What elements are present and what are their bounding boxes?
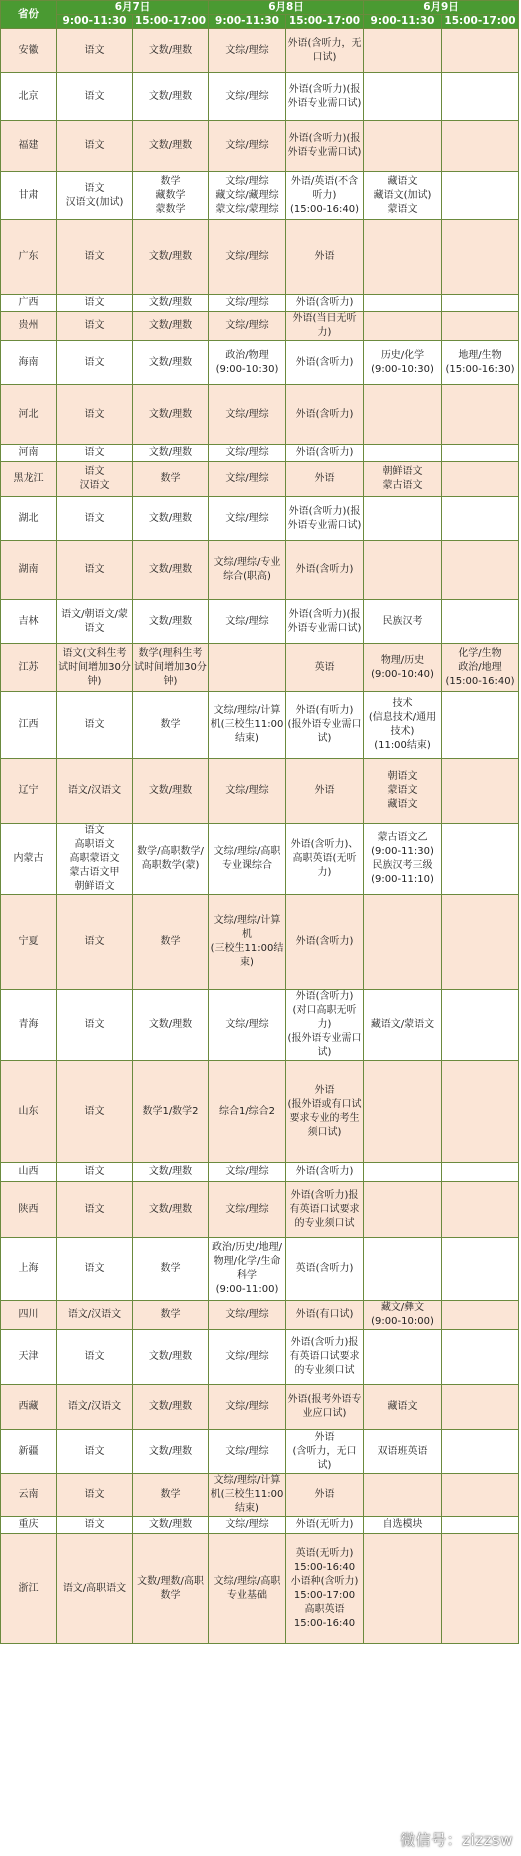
subject-cell: 外语 — [286, 1474, 364, 1517]
subject-cell: 语文 — [57, 1061, 133, 1163]
subject-cell — [364, 1474, 442, 1517]
subject-cell — [209, 644, 286, 692]
subject-cell — [364, 541, 442, 600]
subject-cell: 朝鲜语文 蒙古语文 — [364, 462, 442, 497]
province-cell: 辽宁 — [1, 759, 57, 824]
subject-cell: 数学 — [133, 1301, 209, 1330]
subject-cell: 语文 — [57, 73, 133, 121]
subject-cell: 文数/理数/高职数学 — [133, 1534, 209, 1644]
province-cell: 江苏 — [1, 644, 57, 692]
header-row-slots — [1, 15, 519, 29]
subject-cell — [364, 1182, 442, 1238]
subject-cell: 语文 — [57, 29, 133, 73]
table-row — [1, 1163, 519, 1182]
subject-cell: 历史/化学 (9:00-10:30) — [364, 341, 442, 385]
subject-cell: 外语(含听力) — [286, 1163, 364, 1182]
header-day: 6月8日 — [209, 1, 364, 15]
table-row — [1, 312, 519, 341]
subject-cell: 文综/理综 — [209, 220, 286, 295]
subject-cell: 文数/理数 — [133, 121, 209, 172]
subject-cell — [364, 1163, 442, 1182]
subject-cell: 地理/生物 (15:00-16:30) — [442, 341, 519, 385]
province-cell: 安徽 — [1, 29, 57, 73]
table-row — [1, 1534, 519, 1644]
province-cell: 贵州 — [1, 312, 57, 341]
province-cell: 吉林 — [1, 600, 57, 644]
subject-cell: 文综/理综 — [209, 121, 286, 172]
subject-cell: 文综/理综 — [209, 295, 286, 312]
province-cell: 江西 — [1, 692, 57, 759]
subject-cell — [364, 73, 442, 121]
subject-cell: 政治/历史/地理/物理/化学/生命科学 (9:00-11:00) — [209, 1238, 286, 1301]
subject-cell — [442, 600, 519, 644]
subject-cell: 语文 — [57, 121, 133, 172]
province-cell: 福建 — [1, 121, 57, 172]
table-row — [1, 1385, 519, 1430]
subject-cell — [442, 462, 519, 497]
subject-cell: 藏文/彝文 (9:00-10:00) — [364, 1301, 442, 1330]
subject-cell: 文数/理数 — [133, 385, 209, 445]
subject-cell — [442, 220, 519, 295]
subject-cell: 文综/理综 — [209, 1517, 286, 1534]
header-time-slot: 9:00-11:30 — [57, 15, 133, 29]
subject-cell: 外语(含听力)(报外语专业需口试) — [286, 497, 364, 541]
subject-cell — [442, 1182, 519, 1238]
subject-cell — [442, 172, 519, 220]
subject-cell: 数学1/数学2 — [133, 1061, 209, 1163]
subject-cell: 化学/生物 政治/地理 (15:00-16:40) — [442, 644, 519, 692]
table-row — [1, 1301, 519, 1330]
subject-cell — [364, 1061, 442, 1163]
subject-cell: 英语(含听力) — [286, 1238, 364, 1301]
province-cell: 河北 — [1, 385, 57, 445]
subject-cell: 语文 高职语文 高职蒙语文 蒙古语文甲 朝鲜语文 — [57, 824, 133, 895]
subject-cell — [442, 1430, 519, 1474]
subject-cell: 自选模块 — [364, 1517, 442, 1534]
subject-cell: 语文 — [57, 295, 133, 312]
subject-cell: 朝语文 蒙语文 藏语文 — [364, 759, 442, 824]
subject-cell — [364, 1534, 442, 1644]
subject-cell — [364, 295, 442, 312]
subject-cell: 语文 汉语文(加试) — [57, 172, 133, 220]
subject-cell: 文数/理数 — [133, 600, 209, 644]
watermark: 微信号：zizzsw — [400, 1831, 513, 1849]
province-cell: 甘肃 — [1, 172, 57, 220]
subject-cell: 文数/理数 — [133, 312, 209, 341]
subject-cell: 语文 — [57, 541, 133, 600]
subject-cell: 民族汉考 — [364, 600, 442, 644]
subject-cell: 文数/理数 — [133, 341, 209, 385]
table-row — [1, 220, 519, 295]
subject-cell: 文综/理综/高职专业课综合 — [209, 824, 286, 895]
header-province: 省份 — [1, 1, 57, 29]
table-row — [1, 1182, 519, 1238]
subject-cell — [442, 445, 519, 462]
subject-cell — [364, 312, 442, 341]
subject-cell: 语文/汉语文 — [57, 1301, 133, 1330]
subject-cell: 英语 — [286, 644, 364, 692]
header-day: 6月7日 — [57, 1, 209, 15]
subject-cell: 外语 (含听力，无口试) — [286, 1430, 364, 1474]
subject-cell: 语文 — [57, 1430, 133, 1474]
subject-cell: 文综/理综/高职专业基础 — [209, 1534, 286, 1644]
province-cell: 西藏 — [1, 1385, 57, 1430]
subject-cell: 藏语文 藏语文(加试) 蒙语文 — [364, 172, 442, 220]
subject-cell — [442, 759, 519, 824]
subject-cell — [442, 385, 519, 445]
province-cell: 青海 — [1, 990, 57, 1061]
province-cell: 重庆 — [1, 1517, 57, 1534]
subject-cell: 外语(含听力)、高职英语(无听力) — [286, 824, 364, 895]
subject-cell: 文综/理综 — [209, 29, 286, 73]
subject-cell: 文数/理数 — [133, 759, 209, 824]
subject-cell — [442, 990, 519, 1061]
subject-cell: 文数/理数 — [133, 1385, 209, 1430]
table-row — [1, 990, 519, 1061]
subject-cell: 文数/理数 — [133, 220, 209, 295]
subject-cell: 文综/理综 — [209, 385, 286, 445]
subject-cell: 文综/理综 — [209, 73, 286, 121]
subject-cell: 文数/理数 — [133, 1182, 209, 1238]
subject-cell: 外语(含听力) — [286, 895, 364, 990]
subject-cell: 语文/汉语文 — [57, 759, 133, 824]
subject-cell: 文综/理综 — [209, 445, 286, 462]
subject-cell: 数学 — [133, 1474, 209, 1517]
subject-cell: 语文 — [57, 692, 133, 759]
subject-cell: 数学(理科生考试时间增加30分钟) — [133, 644, 209, 692]
subject-cell — [442, 1534, 519, 1644]
table-row — [1, 600, 519, 644]
subject-cell — [442, 1517, 519, 1534]
province-cell: 云南 — [1, 1474, 57, 1517]
province-cell: 陕西 — [1, 1182, 57, 1238]
subject-cell — [442, 824, 519, 895]
subject-cell: 文数/理数 — [133, 1330, 209, 1385]
subject-cell — [364, 220, 442, 295]
subject-cell: 藏语文 — [364, 1385, 442, 1430]
subject-cell: 文综/理综/专业综合(职高) — [209, 541, 286, 600]
subject-cell — [364, 1330, 442, 1385]
subject-cell: 文综/理综 — [209, 1163, 286, 1182]
subject-cell: 英语(无听力) 15:00-16:40 小语种(含听力) 15:00-17:00 高职英语 15:00-16:40 — [286, 1534, 364, 1644]
subject-cell — [442, 1330, 519, 1385]
table-row — [1, 541, 519, 600]
subject-cell: 藏语文/蒙语文 — [364, 990, 442, 1061]
subject-cell: 外语(报考外语专业应口试) — [286, 1385, 364, 1430]
province-cell: 广西 — [1, 295, 57, 312]
subject-cell: 文数/理数 — [133, 1430, 209, 1474]
subject-cell: 语文 — [57, 1330, 133, 1385]
subject-cell: 文综/理综 — [209, 1385, 286, 1430]
table-row — [1, 644, 519, 692]
subject-cell: 物理/历史 (9:00-10:40) — [364, 644, 442, 692]
subject-cell: 语文 — [57, 220, 133, 295]
province-cell: 河南 — [1, 445, 57, 462]
subject-cell: 外语(含听力) — [286, 445, 364, 462]
subject-cell — [442, 295, 519, 312]
subject-cell — [442, 73, 519, 121]
subject-cell: 语文/汉语文 — [57, 1385, 133, 1430]
subject-cell: 外语(含听力) — [286, 341, 364, 385]
table-row — [1, 445, 519, 462]
subject-cell: 文数/理数 — [133, 990, 209, 1061]
subject-cell — [442, 497, 519, 541]
subject-cell: 外语 (报外语或有口试要求专业的考生须口试) — [286, 1061, 364, 1163]
table-row — [1, 172, 519, 220]
subject-cell: 外语(含听力，无口试) — [286, 29, 364, 73]
header-time-slot: 15:00-17:00 — [133, 15, 209, 29]
subject-cell: 综合1/综合2 — [209, 1061, 286, 1163]
subject-cell: 外语(无听力) — [286, 1517, 364, 1534]
province-cell: 广东 — [1, 220, 57, 295]
subject-cell: 外语(含听力)(报外语专业需口试) — [286, 121, 364, 172]
subject-cell: 语文 — [57, 497, 133, 541]
subject-cell — [364, 497, 442, 541]
subject-cell: 语文 — [57, 895, 133, 990]
subject-cell: 语文 — [57, 341, 133, 385]
table-row — [1, 1430, 519, 1474]
subject-cell: 语文/朝语文/蒙语文 — [57, 600, 133, 644]
table-row — [1, 1517, 519, 1534]
subject-cell: 文综/理综 — [209, 1330, 286, 1385]
table-row — [1, 385, 519, 445]
subject-cell: 数学 — [133, 1238, 209, 1301]
subject-cell: 政治/物理 (9:00-10:30) — [209, 341, 286, 385]
subject-cell — [442, 29, 519, 73]
subject-cell: 技术 (信息技术/通用技术) (11:00结束) — [364, 692, 442, 759]
subject-cell: 语文 — [57, 1163, 133, 1182]
subject-cell — [442, 312, 519, 341]
subject-cell: 文数/理数 — [133, 73, 209, 121]
table-row — [1, 1238, 519, 1301]
subject-cell: 数学/高职数学/高职数学(蒙) — [133, 824, 209, 895]
subject-cell: 文数/理数 — [133, 29, 209, 73]
subject-cell: 外语(当日无听力) — [286, 312, 364, 341]
subject-cell: 外语(含听力) (对口高职无听力) (报外语专业需口试) — [286, 990, 364, 1061]
subject-cell — [364, 385, 442, 445]
subject-cell: 语文 — [57, 312, 133, 341]
subject-cell: 外语/英语(不含听力) (15:00-16:40) — [286, 172, 364, 220]
subject-cell: 外语(含听力)报有英语口试要求的专业须口试 — [286, 1330, 364, 1385]
subject-cell: 文综/理综 — [209, 1182, 286, 1238]
subject-cell: 数学 — [133, 462, 209, 497]
subject-cell: 数学 — [133, 692, 209, 759]
subject-cell — [442, 1238, 519, 1301]
subject-cell: 文综/理综 — [209, 462, 286, 497]
table-row — [1, 1061, 519, 1163]
header-time-slot: 9:00-11:30 — [364, 15, 442, 29]
table-row — [1, 462, 519, 497]
subject-cell: 语文/高职语文 — [57, 1534, 133, 1644]
subject-cell: 语文 — [57, 1517, 133, 1534]
table-row — [1, 341, 519, 385]
subject-cell: 文综/理综 藏文综/藏理综 蒙文综/蒙理综 — [209, 172, 286, 220]
table-row — [1, 895, 519, 990]
subject-cell — [442, 1301, 519, 1330]
subject-cell — [364, 1238, 442, 1301]
subject-cell — [364, 445, 442, 462]
province-cell: 上海 — [1, 1238, 57, 1301]
table-body — [1, 1, 519, 1644]
subject-cell — [364, 895, 442, 990]
subject-cell: 文综/理综 — [209, 1301, 286, 1330]
subject-cell — [442, 1385, 519, 1430]
subject-cell: 数学 藏数学 蒙数学 — [133, 172, 209, 220]
subject-cell: 语文 — [57, 990, 133, 1061]
province-cell: 北京 — [1, 73, 57, 121]
province-cell: 四川 — [1, 1301, 57, 1330]
province-cell: 湖北 — [1, 497, 57, 541]
subject-cell: 文综/理综/计算机(三校生11:00结束) — [209, 692, 286, 759]
subject-cell: 双语班英语 — [364, 1430, 442, 1474]
province-cell: 浙江 — [1, 1534, 57, 1644]
subject-cell: 语文 — [57, 385, 133, 445]
subject-cell: 文综/理综 — [209, 600, 286, 644]
header-time-slot: 9:00-11:30 — [209, 15, 286, 29]
subject-cell: 外语(含听力) — [286, 385, 364, 445]
subject-cell: 文数/理数 — [133, 497, 209, 541]
province-cell: 新疆 — [1, 1430, 57, 1474]
subject-cell — [442, 1474, 519, 1517]
subject-cell: 文综/理综 — [209, 1430, 286, 1474]
subject-cell: 语文 — [57, 1182, 133, 1238]
header-day: 6月9日 — [364, 1, 519, 15]
subject-cell — [442, 541, 519, 600]
subject-cell: 蒙古语文乙 (9:00-11:30) 民族汉考三级 (9:00-11:10) — [364, 824, 442, 895]
subject-cell: 文综/理综 — [209, 990, 286, 1061]
subject-cell — [364, 121, 442, 172]
subject-cell: 文数/理数 — [133, 541, 209, 600]
subject-cell: 语文 汉语文 — [57, 462, 133, 497]
subject-cell: 文综/理综/计算机(三校生11:00结束) — [209, 1474, 286, 1517]
table-row — [1, 295, 519, 312]
subject-cell: 外语 — [286, 462, 364, 497]
subject-cell: 文数/理数 — [133, 1163, 209, 1182]
header-row-days — [1, 1, 519, 15]
subject-cell: 外语(含听力)(报外语专业需口试) — [286, 73, 364, 121]
subject-cell: 外语(有听力) (报外语专业需口试) — [286, 692, 364, 759]
subject-cell — [442, 692, 519, 759]
subject-cell: 文综/理综 — [209, 312, 286, 341]
province-cell: 湖南 — [1, 541, 57, 600]
table-row — [1, 692, 519, 759]
subject-cell: 外语 — [286, 759, 364, 824]
header-time-slot: 15:00-17:00 — [286, 15, 364, 29]
subject-cell: 外语(含听力)报有英语口试要求的专业须口试 — [286, 1182, 364, 1238]
subject-cell — [442, 1061, 519, 1163]
subject-cell: 文综/理综 — [209, 759, 286, 824]
province-cell: 天津 — [1, 1330, 57, 1385]
province-cell: 山西 — [1, 1163, 57, 1182]
subject-cell — [442, 121, 519, 172]
subject-cell: 语文 — [57, 445, 133, 462]
subject-cell: 数学 — [133, 895, 209, 990]
subject-cell: 外语(有口试) — [286, 1301, 364, 1330]
table-row — [1, 497, 519, 541]
subject-cell: 文综/理综/计算机 (三校生11:00结束) — [209, 895, 286, 990]
subject-cell: 外语(含听力) — [286, 541, 364, 600]
province-cell: 海南 — [1, 341, 57, 385]
subject-cell — [442, 895, 519, 990]
table-row — [1, 759, 519, 824]
subject-cell: 语文 — [57, 1238, 133, 1301]
subject-cell: 外语 — [286, 220, 364, 295]
subject-cell: 外语(含听力) — [286, 295, 364, 312]
province-cell: 山东 — [1, 1061, 57, 1163]
subject-cell: 语文 — [57, 1474, 133, 1517]
table-row — [1, 73, 519, 121]
subject-cell — [364, 29, 442, 73]
table-row — [1, 121, 519, 172]
table-row — [1, 1474, 519, 1517]
subject-cell: 文数/理数 — [133, 295, 209, 312]
table-row — [1, 29, 519, 73]
subject-cell: 文数/理数 — [133, 1517, 209, 1534]
subject-cell — [442, 1163, 519, 1182]
subject-cell: 文综/理综 — [209, 497, 286, 541]
subject-cell: 外语(含听力)(报外语专业需口试) — [286, 600, 364, 644]
province-cell: 宁夏 — [1, 895, 57, 990]
subject-cell: 文数/理数 — [133, 445, 209, 462]
province-cell: 内蒙古 — [1, 824, 57, 895]
header-time-slot: 15:00-17:00 — [442, 15, 519, 29]
province-cell: 黑龙江 — [1, 462, 57, 497]
table-row — [1, 824, 519, 895]
subject-cell: 语文(文科生考试时间增加30分钟) — [57, 644, 133, 692]
table-row — [1, 1330, 519, 1385]
